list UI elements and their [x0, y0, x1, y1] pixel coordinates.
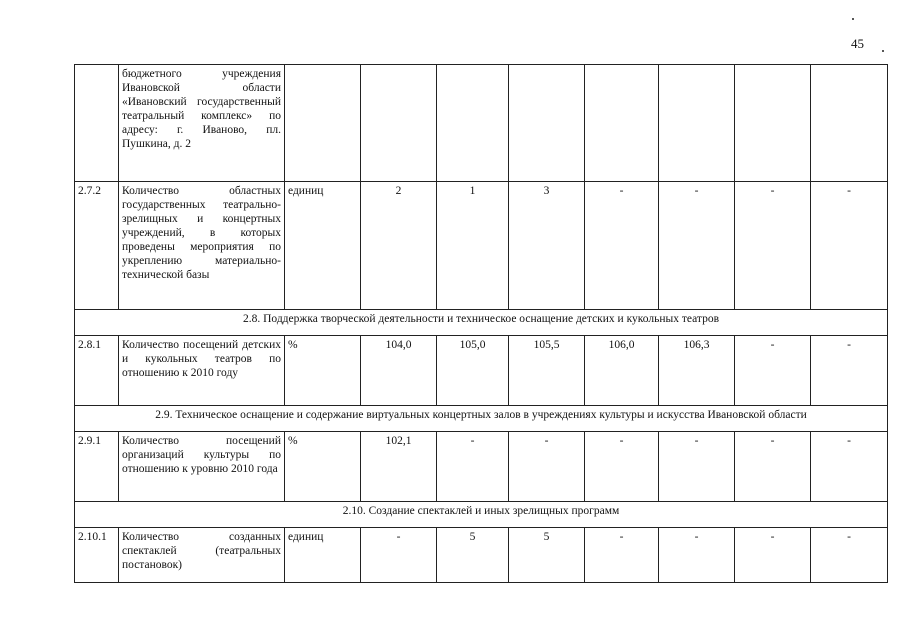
row-number: 2.8.1 — [75, 336, 119, 406]
value-cell — [659, 65, 735, 182]
row-number: 2.7.2 — [75, 182, 119, 310]
scan-speck — [882, 50, 884, 52]
value-cell: - — [735, 182, 811, 310]
unit-cell: единиц — [285, 528, 361, 583]
section-heading: 2.8. Поддержка творческой деятельности и техническое оснащение детских и кукольных театров — [75, 310, 888, 336]
value-cell — [735, 65, 811, 182]
scan-speck — [852, 18, 854, 20]
row-number — [75, 65, 119, 182]
table-row — [75, 65, 888, 182]
value-cell: - — [361, 528, 437, 583]
section-heading: 2.10. Создание спектаклей и иных зрелищных программ — [75, 502, 888, 528]
row-number: 2.9.1 — [75, 432, 119, 502]
section-row — [75, 310, 888, 336]
value-cell: - — [735, 336, 811, 406]
value-cell — [811, 65, 888, 182]
value-cell: - — [811, 432, 888, 502]
value-cell: - — [811, 528, 888, 583]
value-cell — [437, 65, 509, 182]
table-row — [75, 182, 888, 310]
value-cell: - — [811, 182, 888, 310]
value-cell: - — [735, 528, 811, 583]
value-cell: 105,0 — [437, 336, 509, 406]
value-cell — [509, 65, 585, 182]
table-row — [75, 336, 888, 406]
page-number: 45 — [851, 36, 864, 51]
value-cell: 3 — [509, 182, 585, 310]
value-cell: - — [659, 528, 735, 583]
indicator-name: Количество созданных спектаклей (театральных постановок) — [119, 528, 285, 583]
section-row — [75, 406, 888, 432]
unit-cell — [285, 65, 361, 182]
value-cell: - — [585, 182, 659, 310]
value-cell: 106,0 — [585, 336, 659, 406]
value-cell: - — [735, 432, 811, 502]
value-cell: 105,5 — [509, 336, 585, 406]
unit-cell: % — [285, 336, 361, 406]
value-cell: - — [811, 336, 888, 406]
indicator-name: Количество областных государственных театрально-зрелищных и концертных учреждений, в которых проведены мероприятия по укреплению материально-технической базы — [119, 182, 285, 310]
value-cell: 5 — [437, 528, 509, 583]
section-heading: 2.9. Техническое оснащение и содержание виртуальных концертных залов в учреждениях культуры и искусства Ивановской области — [75, 406, 888, 432]
value-cell — [585, 65, 659, 182]
value-cell: - — [659, 182, 735, 310]
indicators-table — [74, 64, 888, 583]
value-cell: 102,1 — [361, 432, 437, 502]
value-cell: - — [585, 432, 659, 502]
value-cell: - — [585, 528, 659, 583]
table-row — [75, 528, 888, 583]
unit-cell: % — [285, 432, 361, 502]
indicator-name: бюджетного учреждения Ивановской области «Ивановский государственный театральный комплекс» по адресу: г. Иваново, пл. Пушкина, д. 2 — [119, 65, 285, 182]
value-cell: 106,3 — [659, 336, 735, 406]
value-cell — [361, 65, 437, 182]
row-number: 2.10.1 — [75, 528, 119, 583]
value-cell: 104,0 — [361, 336, 437, 406]
value-cell: 1 — [437, 182, 509, 310]
unit-cell: единиц — [285, 182, 361, 310]
section-row — [75, 502, 888, 528]
value-cell: - — [509, 432, 585, 502]
indicator-name: Количество посещений детских и кукольных театров по отношению к 2010 году — [119, 336, 285, 406]
value-cell: 5 — [509, 528, 585, 583]
value-cell: 2 — [361, 182, 437, 310]
value-cell: - — [659, 432, 735, 502]
indicator-name: Количество посещений организаций культуры по отношению к уровню 2010 года — [119, 432, 285, 502]
value-cell: - — [437, 432, 509, 502]
table-row — [75, 432, 888, 502]
